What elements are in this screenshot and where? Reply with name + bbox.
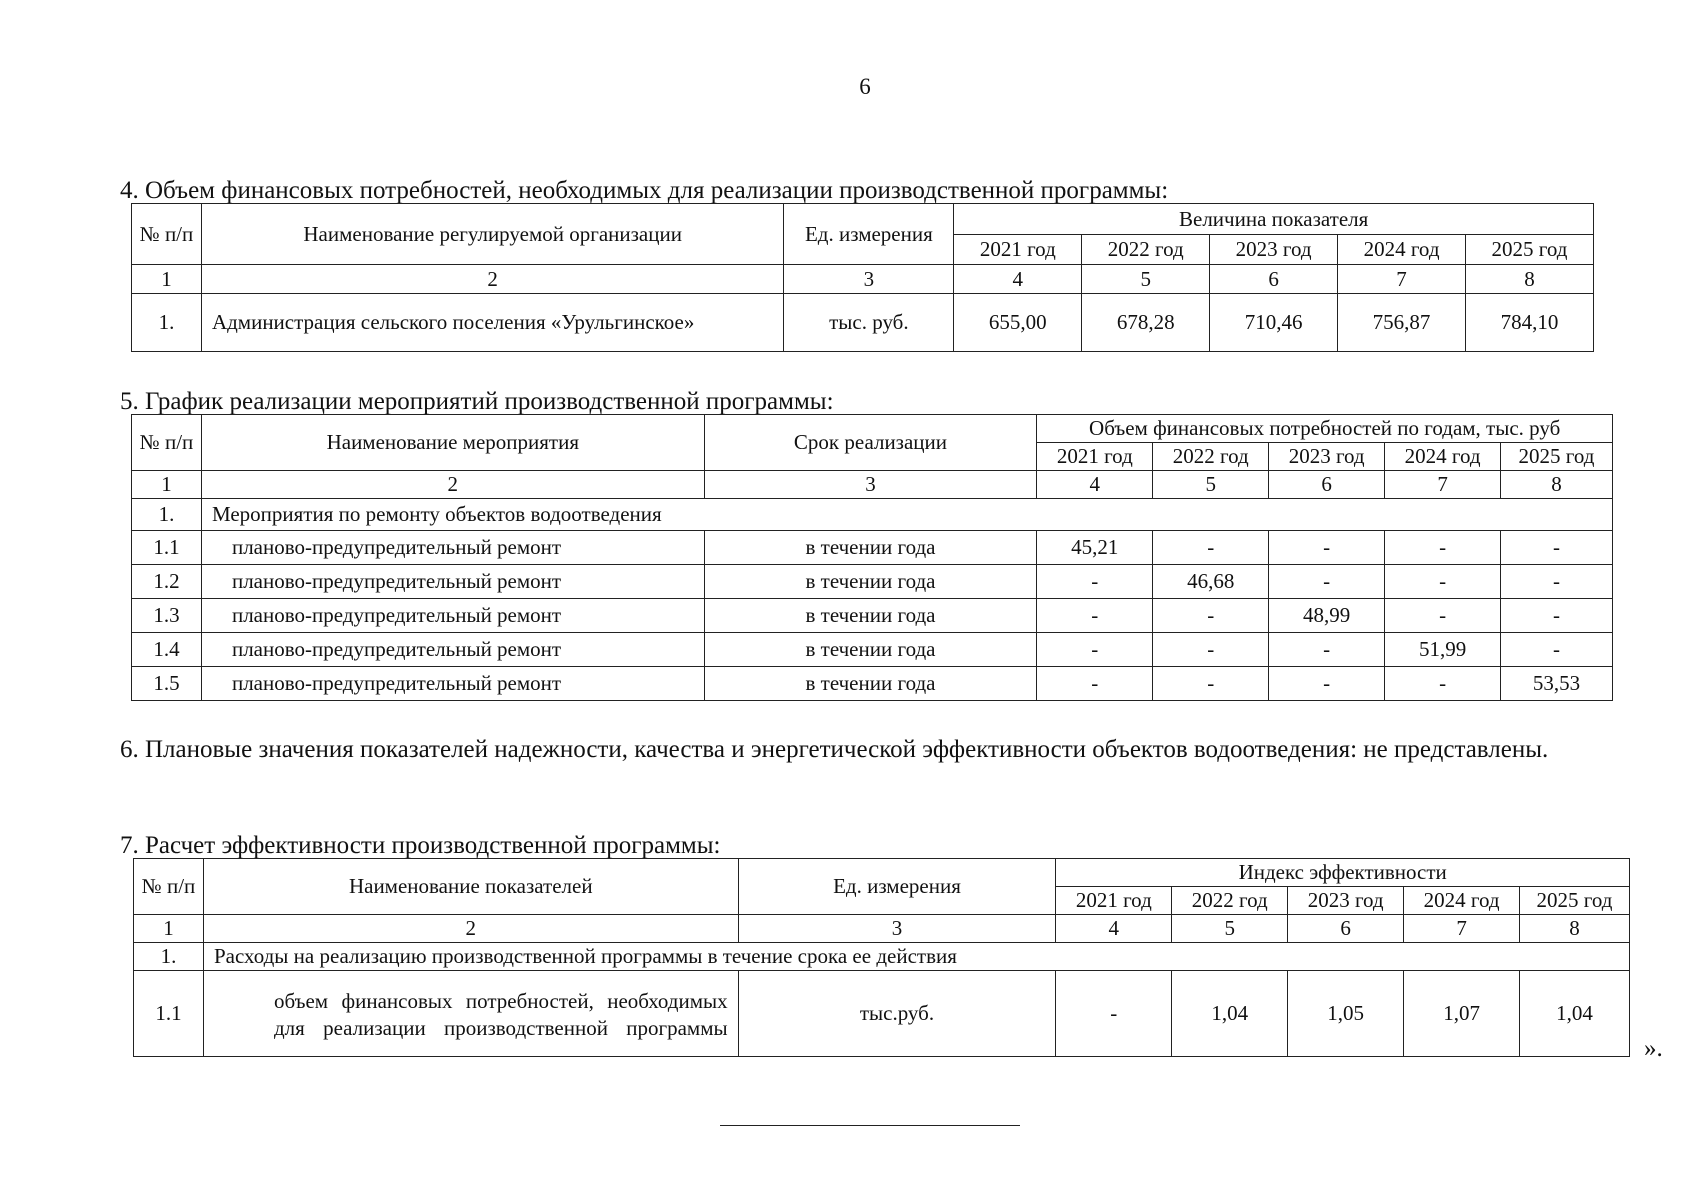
value-cell: 46,68: [1153, 565, 1269, 599]
bottom-rule: [720, 1125, 1020, 1126]
page-number: 6: [859, 74, 871, 99]
header-num: № п/п: [134, 859, 204, 915]
header-name: Наименование мероприятия: [201, 415, 704, 471]
header-year: 2022 год: [1082, 235, 1210, 265]
value-cell: 45,21: [1037, 531, 1153, 565]
header-year: 2023 год: [1288, 887, 1404, 915]
header-unit: Ед. измерения: [784, 204, 954, 265]
row-num: 1.3: [132, 599, 202, 633]
header-group: Индекс эффективности: [1056, 859, 1630, 887]
header-name: Наименование регулируемой организации: [201, 204, 783, 265]
header-num: № п/п: [132, 415, 202, 471]
term-cell: в течении года: [704, 599, 1037, 633]
column-number: 2: [201, 265, 783, 294]
section5-heading: 5. График реализации мероприятий производственной программы:: [120, 388, 834, 415]
value-cell: -: [1501, 633, 1613, 667]
column-number: 1: [132, 265, 202, 294]
value-cell: 678,28: [1082, 294, 1210, 352]
column-number: 8: [1520, 915, 1630, 943]
value-cell: -: [1269, 633, 1385, 667]
header-name: Наименование показателей: [203, 859, 738, 915]
value-cell: -: [1037, 667, 1153, 701]
table-row: [132, 633, 1613, 667]
value-cell: -: [1385, 565, 1501, 599]
value-cell: 1,05: [1288, 971, 1404, 1057]
header-year: 2025 год: [1520, 887, 1630, 915]
indicator-name: объем финансовых потребностей, необходимых для реализации производственной программы: [203, 971, 738, 1057]
column-number: 6: [1288, 915, 1404, 943]
group-title: Расходы на реализацию производственной программы в течение срока ее действия: [203, 943, 1629, 971]
column-number: 7: [1338, 265, 1466, 294]
activity-name: планово-предупредительный ремонт: [201, 599, 704, 633]
header-year: 2022 год: [1172, 887, 1288, 915]
header-group: Объем финансовых потребностей по годам, тыс. руб: [1037, 415, 1613, 443]
column-number: 3: [784, 265, 954, 294]
value-cell: -: [1056, 971, 1172, 1057]
value-cell: -: [1501, 565, 1613, 599]
section7-heading: 7. Расчет эффективности производственной программы:: [120, 832, 721, 859]
row-num: 1.: [132, 499, 202, 531]
column-number: 5: [1082, 265, 1210, 294]
row-num: 1.: [134, 943, 204, 971]
value-cell: 1,04: [1172, 971, 1288, 1057]
value-cell: 1,07: [1404, 971, 1520, 1057]
value-cell: 53,53: [1501, 667, 1613, 701]
table-row: [132, 667, 1613, 701]
column-number: 1: [134, 915, 204, 943]
value-cell: -: [1153, 531, 1269, 565]
table-row: [132, 531, 1613, 565]
value-cell: -: [1385, 667, 1501, 701]
value-cell: 48,99: [1269, 599, 1385, 633]
org-name: Администрация сельского поселения «Урульгинское»: [201, 294, 783, 352]
value-cell: -: [1037, 633, 1153, 667]
activity-name: планово-предупредительный ремонт: [201, 633, 704, 667]
header-year: 2024 год: [1338, 235, 1466, 265]
value-cell: 756,87: [1338, 294, 1466, 352]
value-cell: -: [1385, 599, 1501, 633]
value-cell: -: [1385, 531, 1501, 565]
row-num: 1.: [132, 294, 202, 352]
value-cell: 710,46: [1210, 294, 1338, 352]
header-year: 2025 год: [1466, 235, 1594, 265]
activity-name: планово-предупредительный ремонт: [201, 531, 704, 565]
header-year: 2024 год: [1385, 443, 1501, 471]
value-cell: -: [1501, 599, 1613, 633]
column-number: 3: [738, 915, 1056, 943]
column-number: 7: [1385, 471, 1501, 499]
activity-name: планово-предупредительный ремонт: [201, 667, 704, 701]
column-number: 4: [954, 265, 1082, 294]
table-row: [134, 971, 1630, 1057]
value-cell: 1,04: [1520, 971, 1630, 1057]
header-year: 2022 год: [1153, 443, 1269, 471]
column-number: 4: [1056, 915, 1172, 943]
table-row: [132, 565, 1613, 599]
section7-table: [133, 858, 1630, 1057]
row-num: 1.2: [132, 565, 202, 599]
section4-heading: 4. Объем финансовых потребностей, необходимых для реализации производственной программы:: [120, 177, 1169, 204]
value-cell: -: [1153, 633, 1269, 667]
column-number: 8: [1466, 265, 1594, 294]
group-title: Мероприятия по ремонту объектов водоотведения: [201, 499, 1612, 531]
table-row: [132, 599, 1613, 633]
value-cell: -: [1153, 599, 1269, 633]
row-num: 1.4: [132, 633, 202, 667]
section4-table: [131, 203, 1594, 352]
column-number: 2: [201, 471, 704, 499]
value-cell: 51,99: [1385, 633, 1501, 667]
table-row: [132, 294, 1594, 352]
value-cell: -: [1269, 531, 1385, 565]
column-number: 6: [1210, 265, 1338, 294]
column-number: 4: [1037, 471, 1153, 499]
header-year: 2021 год: [954, 235, 1082, 265]
value-cell: 655,00: [954, 294, 1082, 352]
section5-table: [131, 414, 1613, 701]
column-number: 5: [1153, 471, 1269, 499]
column-number: 5: [1172, 915, 1288, 943]
group-row: [134, 943, 1630, 971]
value-cell: 784,10: [1466, 294, 1594, 352]
value-cell: -: [1153, 667, 1269, 701]
column-number: 7: [1404, 915, 1520, 943]
value-cell: -: [1501, 531, 1613, 565]
column-number: 1: [132, 471, 202, 499]
term-cell: в течении года: [704, 531, 1037, 565]
section6-text: 6. Плановые значения показателей надежности, качества и энергетической эффективности объектов водоотведения: не представлены.: [120, 736, 1549, 763]
header-year: 2025 год: [1501, 443, 1613, 471]
header-num: № п/п: [132, 204, 202, 265]
header-year: 2023 год: [1269, 443, 1385, 471]
term-cell: в течении года: [704, 667, 1037, 701]
header-year: 2021 год: [1037, 443, 1153, 471]
row-unit: тыс.руб.: [738, 971, 1056, 1057]
column-number: 8: [1501, 471, 1613, 499]
column-number: 3: [704, 471, 1037, 499]
row-num: 1.1: [134, 971, 204, 1057]
column-number: 2: [203, 915, 738, 943]
value-cell: -: [1269, 565, 1385, 599]
activity-name: планово-предупредительный ремонт: [201, 565, 704, 599]
header-year: 2021 год: [1056, 887, 1172, 915]
term-cell: в течении года: [704, 633, 1037, 667]
row-num: 1.1: [132, 531, 202, 565]
value-cell: -: [1037, 599, 1153, 633]
value-cell: -: [1037, 565, 1153, 599]
value-cell: -: [1269, 667, 1385, 701]
header-year: 2024 год: [1404, 887, 1520, 915]
header-year: 2023 год: [1210, 235, 1338, 265]
row-num: 1.5: [132, 667, 202, 701]
header-unit: Ед. измерения: [738, 859, 1056, 915]
header-group: Величина показателя: [954, 204, 1594, 235]
closing-quote: ».: [1644, 1035, 1663, 1062]
column-number: 6: [1269, 471, 1385, 499]
row-unit: тыс. руб.: [784, 294, 954, 352]
group-row: [132, 499, 1613, 531]
term-cell: в течении года: [704, 565, 1037, 599]
header-term: Срок реализации: [704, 415, 1037, 471]
